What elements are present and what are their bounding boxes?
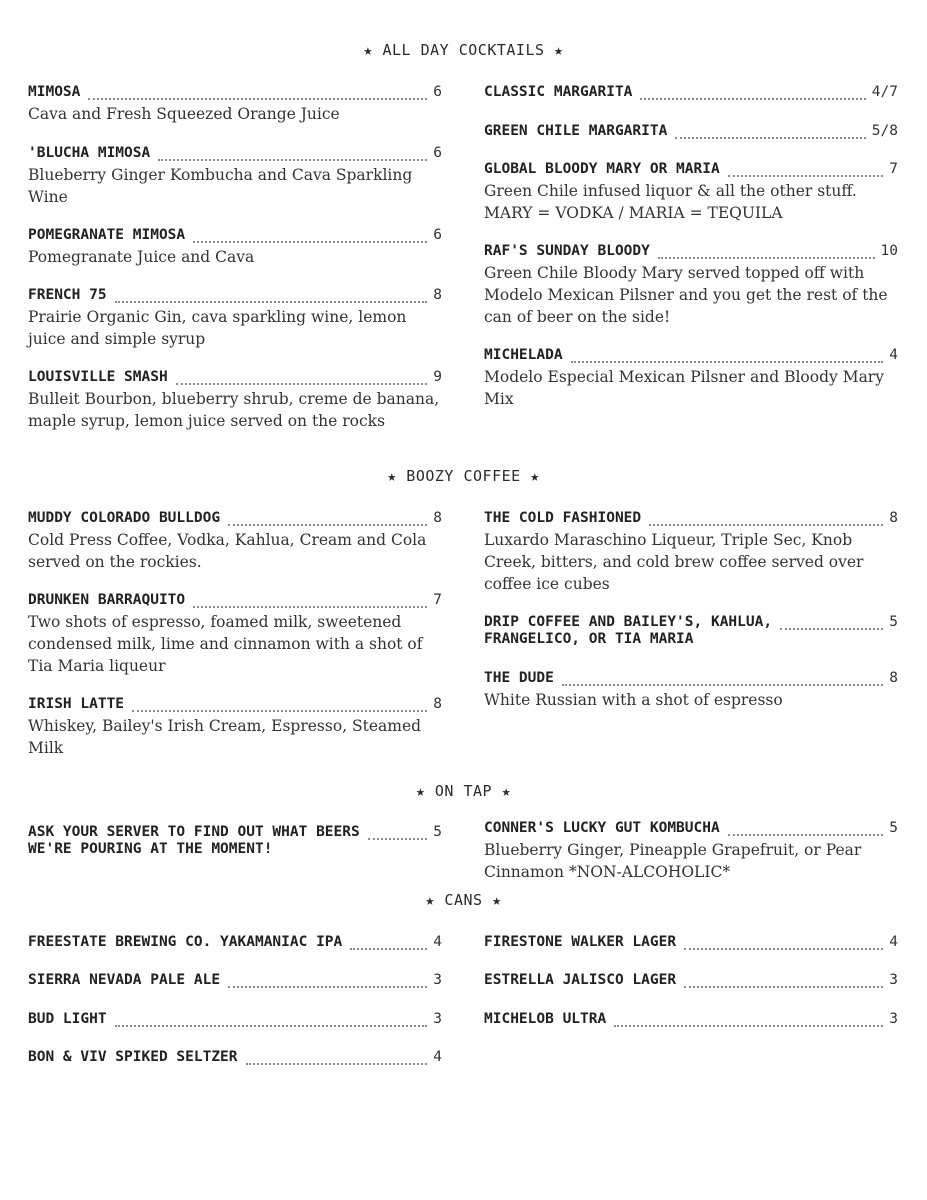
section-title-cans: ★ CANS ★ xyxy=(425,891,502,909)
item-name: RAF'S SUNDAY BLOODY xyxy=(484,243,650,259)
item-price: 8 xyxy=(433,696,442,712)
item-name: THE DUDE xyxy=(484,670,554,686)
item-price: 5/8 xyxy=(871,123,898,139)
item-name: GLOBAL BLOODY MARY OR MARIA xyxy=(484,161,720,177)
item-price: 9 xyxy=(433,369,442,385)
item-name: DRIP COFFEE AND BAILEY'S, KAHLUA, FRANGELICO, OR TIA MARIA xyxy=(484,614,773,647)
item-description: White Russian with a shot of espresso xyxy=(484,691,783,709)
menu-item xyxy=(28,972,442,990)
item-description: Cava and Fresh Squeezed Orange Juice xyxy=(28,105,340,123)
item-name: SIERRA NEVADA PALE ALE xyxy=(28,972,221,988)
item-description: Blueberry Ginger, Pineapple Grapefruit, or Pear Cinnamon *NON-ALCOHOLIC* xyxy=(484,841,862,881)
leader-dots xyxy=(193,590,427,608)
leader-dots xyxy=(640,82,865,100)
item-description: Luxardo Maraschino Liqueur, Triple Sec, Knob Creek, bitters, and cold brew coffee served over coffee ice cubes xyxy=(484,531,864,593)
menu-item xyxy=(28,145,442,208)
leader-dots xyxy=(228,970,427,988)
item-name: POMEGRANATE MIMOSA xyxy=(28,227,186,243)
item-price: 3 xyxy=(433,972,442,988)
leader-dots xyxy=(228,508,427,526)
menu-item xyxy=(484,84,898,102)
menu-item xyxy=(28,824,442,858)
leader-dots xyxy=(780,612,883,630)
section-title-on-tap: ★ ON TAP ★ xyxy=(415,782,512,800)
menu-item xyxy=(28,227,442,268)
item-description: Pomegranate Juice and Cava xyxy=(28,248,255,266)
item-name: ESTRELLA JALISCO LAGER xyxy=(484,972,677,988)
section-title-cocktails: ★ ALL DAY COCKTAILS ★ xyxy=(363,41,564,59)
item-price: 3 xyxy=(889,1011,898,1027)
item-name: FIRESTONE WALKER LAGER xyxy=(484,934,677,950)
item-name: MICHELOB ULTRA xyxy=(484,1011,607,1027)
leader-dots xyxy=(246,1047,428,1065)
leader-dots xyxy=(571,345,884,363)
item-name: CONNER'S LUCKY GUT KOMBUCHA xyxy=(484,820,720,836)
item-name: ASK YOUR SERVER TO FIND OUT WHAT BEERS WE'RE POURING AT THE MOMENT! xyxy=(28,824,360,857)
menu-item xyxy=(484,347,898,410)
leader-dots xyxy=(684,932,883,950)
item-price: 5 xyxy=(889,614,898,630)
menu-item xyxy=(28,696,442,759)
item-name: FRENCH 75 xyxy=(28,287,107,303)
item-price: 4 xyxy=(889,934,898,950)
leader-dots xyxy=(658,241,875,259)
item-price: 6 xyxy=(433,145,442,161)
menu-item xyxy=(484,820,898,883)
item-price: 7 xyxy=(433,592,442,608)
leader-dots xyxy=(176,367,428,385)
leader-dots xyxy=(193,225,427,243)
item-price: 8 xyxy=(433,510,442,526)
item-price: 8 xyxy=(889,670,898,686)
item-name: MIMOSA xyxy=(28,84,81,100)
menu-item xyxy=(484,1011,898,1029)
item-name: BON & VIV SPIKED SELTZER xyxy=(28,1049,238,1065)
item-price: 4 xyxy=(889,347,898,363)
item-description: Blueberry Ginger Kombucha and Cava Sparkling Wine xyxy=(28,166,413,206)
item-name: FREESTATE BREWING CO. YAKAMANIAC IPA xyxy=(28,934,343,950)
item-price: 5 xyxy=(433,824,442,840)
item-name: LOUISVILLE SMASH xyxy=(28,369,168,385)
menu-item xyxy=(28,287,442,350)
menu-item xyxy=(28,592,442,677)
menu-item xyxy=(484,510,898,595)
item-name: IRISH LATTE xyxy=(28,696,125,712)
item-price: 4 xyxy=(433,1049,442,1065)
menu-item xyxy=(484,934,898,952)
item-price: 8 xyxy=(889,510,898,526)
item-description: Green Chile Bloody Mary served topped off with Modelo Mexican Pilsner and you get the rest of the can of beer on the side! xyxy=(484,264,888,326)
item-name: DRUNKEN BARRAQUITO xyxy=(28,592,186,608)
menu-item xyxy=(484,972,898,990)
item-price: 7 xyxy=(889,161,898,177)
item-price: 4/7 xyxy=(871,84,898,100)
menu-item xyxy=(28,1049,442,1067)
menu-item xyxy=(28,369,442,432)
leader-dots xyxy=(132,694,427,712)
leader-dots xyxy=(562,668,883,686)
leader-dots xyxy=(614,1009,883,1027)
menu-item xyxy=(484,161,898,224)
item-name: GREEN CHILE MARGARITA xyxy=(484,123,668,139)
leader-dots xyxy=(88,82,427,100)
leader-dots xyxy=(368,822,428,840)
item-price: 5 xyxy=(889,820,898,836)
leader-dots xyxy=(350,932,427,950)
leader-dots xyxy=(728,159,884,177)
item-description: Two shots of espresso, foamed milk, sweetened condensed milk, lime and cinnamon with a shot of Tia Maria liqueur xyxy=(28,613,423,675)
leader-dots xyxy=(675,121,865,139)
item-price: 10 xyxy=(880,243,898,259)
item-description: Modelo Especial Mexican Pilsner and Bloody Mary Mix xyxy=(484,368,884,408)
menu-item xyxy=(484,243,898,328)
item-name: THE COLD FASHIONED xyxy=(484,510,642,526)
leader-dots xyxy=(115,1009,428,1027)
item-description: Whiskey, Bailey's Irish Cream, Espresso, Steamed Milk xyxy=(28,717,422,757)
menu-item xyxy=(28,934,442,952)
section-title-boozy-coffee: ★ BOOZY COFFEE ★ xyxy=(387,467,540,485)
menu-item xyxy=(28,84,442,125)
item-description: Cold Press Coffee, Vodka, Kahlua, Cream and Cola served on the rockies. xyxy=(28,531,427,571)
leader-dots xyxy=(115,285,428,303)
item-price: 6 xyxy=(433,84,442,100)
leader-dots xyxy=(158,143,427,161)
leader-dots xyxy=(649,508,883,526)
item-name: CLASSIC MARGARITA xyxy=(484,84,633,100)
menu-item xyxy=(28,1011,442,1029)
item-price: 3 xyxy=(433,1011,442,1027)
item-price: 3 xyxy=(889,972,898,988)
item-price: 4 xyxy=(433,934,442,950)
item-name: MUDDY COLORADO BULLDOG xyxy=(28,510,221,526)
menu-item xyxy=(484,670,898,711)
menu-item xyxy=(28,510,442,573)
leader-dots xyxy=(728,818,884,836)
item-description: Bulleit Bourbon, blueberry shrub, creme de banana, maple syrup, lemon juice served on the rocks xyxy=(28,390,440,430)
menu-item xyxy=(484,614,898,648)
item-name: 'BLUCHA MIMOSA xyxy=(28,145,151,161)
item-description: Green Chile infused liquor & all the other stuff. MARY = VODKA / MARIA = TEQUILA xyxy=(484,182,857,222)
item-name: MICHELADA xyxy=(484,347,563,363)
item-description: Prairie Organic Gin, cava sparkling wine, lemon juice and simple syrup xyxy=(28,308,407,348)
item-name: BUD LIGHT xyxy=(28,1011,107,1027)
leader-dots xyxy=(684,970,883,988)
menu-item xyxy=(484,123,898,141)
item-price: 6 xyxy=(433,227,442,243)
item-price: 8 xyxy=(433,287,442,303)
